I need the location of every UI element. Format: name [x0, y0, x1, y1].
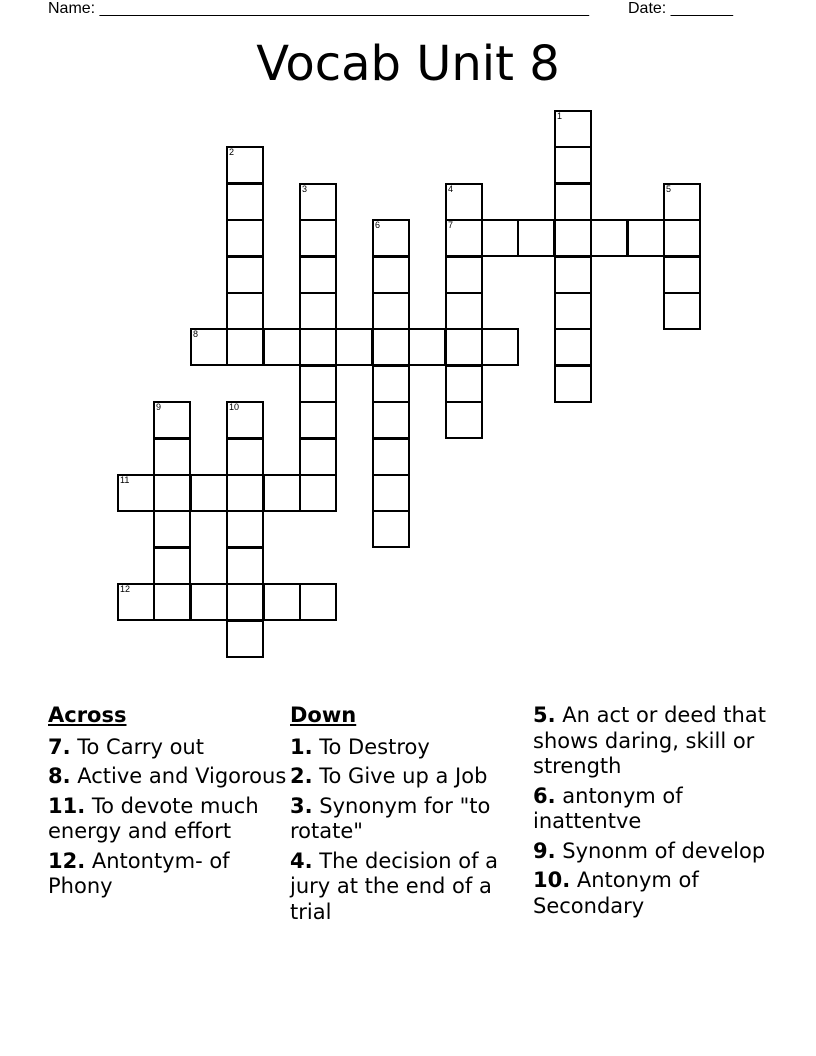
clue-text: To Carry out	[70, 734, 204, 759]
crossword-cell[interactable]	[554, 292, 592, 330]
crossword-cell[interactable]	[299, 256, 337, 294]
crossword-cell[interactable]	[335, 328, 373, 366]
clue-down-2	[290, 764, 530, 790]
crossword-cell[interactable]	[117, 583, 155, 621]
cell-number: 3	[302, 184, 308, 194]
crossword-cell[interactable]	[299, 583, 337, 621]
crossword-cell[interactable]	[554, 256, 592, 294]
clue-across-11	[48, 794, 288, 845]
crossword-cell[interactable]	[372, 365, 410, 403]
name-line: _______________________________________________________	[99, 0, 589, 17]
down-clues	[290, 703, 530, 929]
cell-number: 2	[229, 147, 235, 157]
crossword-cell[interactable]	[445, 183, 483, 221]
clue-down-9	[533, 839, 773, 865]
crossword-cell[interactable]	[663, 219, 701, 257]
clue-down-10	[533, 868, 773, 919]
clue-across-12	[48, 849, 288, 900]
crossword-cell[interactable]	[445, 365, 483, 403]
crossword-cell[interactable]	[299, 401, 337, 439]
crossword-cell[interactable]	[554, 146, 592, 184]
crossword-cell[interactable]	[263, 583, 301, 621]
crossword-cell[interactable]	[226, 583, 264, 621]
crossword-cell[interactable]	[299, 474, 337, 512]
crossword-cell[interactable]	[226, 620, 264, 658]
clue-text: An act or deed that shows daring, skill or strength	[533, 703, 766, 778]
crossword-cell[interactable]	[263, 474, 301, 512]
clue-text: To devote much energy and effort	[48, 793, 259, 843]
cell-number: 7	[448, 220, 454, 230]
clue-text: To Destroy	[312, 734, 430, 759]
cell-number: 12	[120, 584, 131, 594]
cell-number: 1	[557, 111, 563, 121]
name-label: Name:	[48, 0, 96, 17]
clue-down-4	[290, 849, 530, 926]
clue-number: 9.	[533, 838, 556, 863]
clue-down-6	[533, 784, 773, 835]
crossword-cell[interactable]	[299, 328, 337, 366]
clue-text: antonym of inattentve	[533, 783, 683, 833]
crossword-cell[interactable]	[226, 510, 264, 548]
cell-number: 6	[375, 220, 381, 230]
clue-text: Antontym- of Phony	[48, 848, 230, 898]
crossword-cell[interactable]	[372, 474, 410, 512]
crossword-cell[interactable]	[299, 292, 337, 330]
crossword-cell[interactable]	[263, 328, 301, 366]
clue-down-1	[290, 735, 530, 761]
down-clues-continued	[533, 703, 773, 923]
clue-number: 5.	[533, 703, 556, 727]
cell-number: 8	[193, 329, 199, 339]
crossword-cell[interactable]	[190, 474, 228, 512]
crossword-cell[interactable]	[663, 292, 701, 330]
clue-text: The decision of a jury at the end of a trial	[290, 848, 499, 924]
clue-number: 10.	[533, 868, 571, 892]
clue-text: Antonym of Secondary	[533, 868, 699, 918]
cell-number: 9	[156, 402, 162, 412]
crossword-cell[interactable]	[153, 474, 191, 512]
crossword-cell[interactable]	[481, 328, 519, 366]
crossword-cell[interactable]	[554, 219, 592, 257]
cell-number: 10	[229, 402, 240, 412]
clue-number: 3.	[290, 793, 313, 818]
clue-number: 12.	[48, 848, 86, 873]
crossword-cell[interactable]	[554, 110, 592, 148]
crossword-cell[interactable]	[445, 256, 483, 294]
across-clues	[48, 703, 288, 904]
crossword-cell[interactable]	[445, 328, 483, 366]
crossword-cell[interactable]	[445, 292, 483, 330]
crossword-cell[interactable]	[153, 547, 191, 585]
crossword-cell[interactable]	[372, 401, 410, 439]
clue-number: 1.	[290, 734, 313, 759]
crossword-cell[interactable]	[153, 510, 191, 548]
crossword-cell[interactable]	[226, 256, 264, 294]
page-title: Vocab Unit 8	[256, 36, 560, 92]
crossword-cell[interactable]	[372, 438, 410, 476]
crossword-cell[interactable]	[153, 438, 191, 476]
clue-number: 7.	[48, 734, 71, 759]
across-heading: Across	[48, 703, 127, 727]
crossword-cell[interactable]	[226, 146, 264, 184]
crossword-cell[interactable]	[372, 256, 410, 294]
crossword-cell[interactable]	[226, 328, 264, 366]
crossword-cell[interactable]	[481, 219, 519, 257]
crossword-cell[interactable]	[226, 401, 264, 439]
crossword-cell[interactable]	[153, 401, 191, 439]
crossword-cell[interactable]	[299, 438, 337, 476]
crossword-cell[interactable]	[226, 292, 264, 330]
crossword-cell[interactable]	[554, 183, 592, 221]
crossword-cell[interactable]	[663, 256, 701, 294]
clue-text: Synonym for "to rotate"	[290, 793, 491, 843]
cell-number: 5	[666, 184, 672, 194]
crossword-cell[interactable]	[663, 183, 701, 221]
crossword-cell[interactable]	[372, 292, 410, 330]
crossword-cell[interactable]	[299, 365, 337, 403]
date-line: _______	[670, 0, 733, 17]
cell-number: 4	[448, 184, 454, 194]
clue-number: 4.	[290, 848, 313, 873]
date-label: Date:	[628, 0, 667, 17]
crossword-cell[interactable]	[517, 219, 555, 257]
clue-text: Active and Vigorous	[70, 764, 287, 788]
crossword-cell[interactable]	[226, 183, 264, 221]
crossword-cell[interactable]	[590, 219, 628, 257]
crossword-cell[interactable]	[117, 474, 155, 512]
crossword-cell[interactable]	[372, 328, 410, 366]
down-heading: Down	[290, 703, 357, 727]
clue-number: 8.	[48, 764, 71, 788]
crossword-cell[interactable]	[226, 438, 264, 476]
crossword-cell[interactable]	[408, 328, 446, 366]
crossword-cell[interactable]	[226, 547, 264, 585]
crossword-cell[interactable]	[299, 183, 337, 221]
clue-number: 6.	[533, 783, 556, 808]
crossword-cell[interactable]	[627, 219, 665, 257]
clue-down-5	[533, 703, 773, 780]
crossword-cell[interactable]	[372, 219, 410, 257]
crossword-cell[interactable]	[153, 583, 191, 621]
clue-number: 11.	[48, 793, 86, 818]
clue-text: Synonm of develop	[555, 838, 766, 863]
crossword-cell[interactable]	[554, 328, 592, 366]
crossword-cell[interactable]	[445, 219, 483, 257]
crossword-cell[interactable]	[372, 510, 410, 548]
crossword-cell[interactable]	[554, 365, 592, 403]
crossword-cell[interactable]	[226, 219, 264, 257]
crossword-cell[interactable]	[190, 583, 228, 621]
clue-across-7	[48, 735, 288, 761]
cell-number: 11	[120, 475, 130, 485]
clue-text: To Give up a Job	[312, 764, 488, 788]
clue-number: 2.	[290, 764, 313, 788]
crossword-cell[interactable]	[190, 328, 228, 366]
crossword-cell[interactable]	[226, 474, 264, 512]
clue-down-3	[290, 794, 530, 845]
clue-across-8	[48, 764, 288, 790]
crossword-cell[interactable]	[445, 401, 483, 439]
crossword-cell[interactable]	[299, 219, 337, 257]
